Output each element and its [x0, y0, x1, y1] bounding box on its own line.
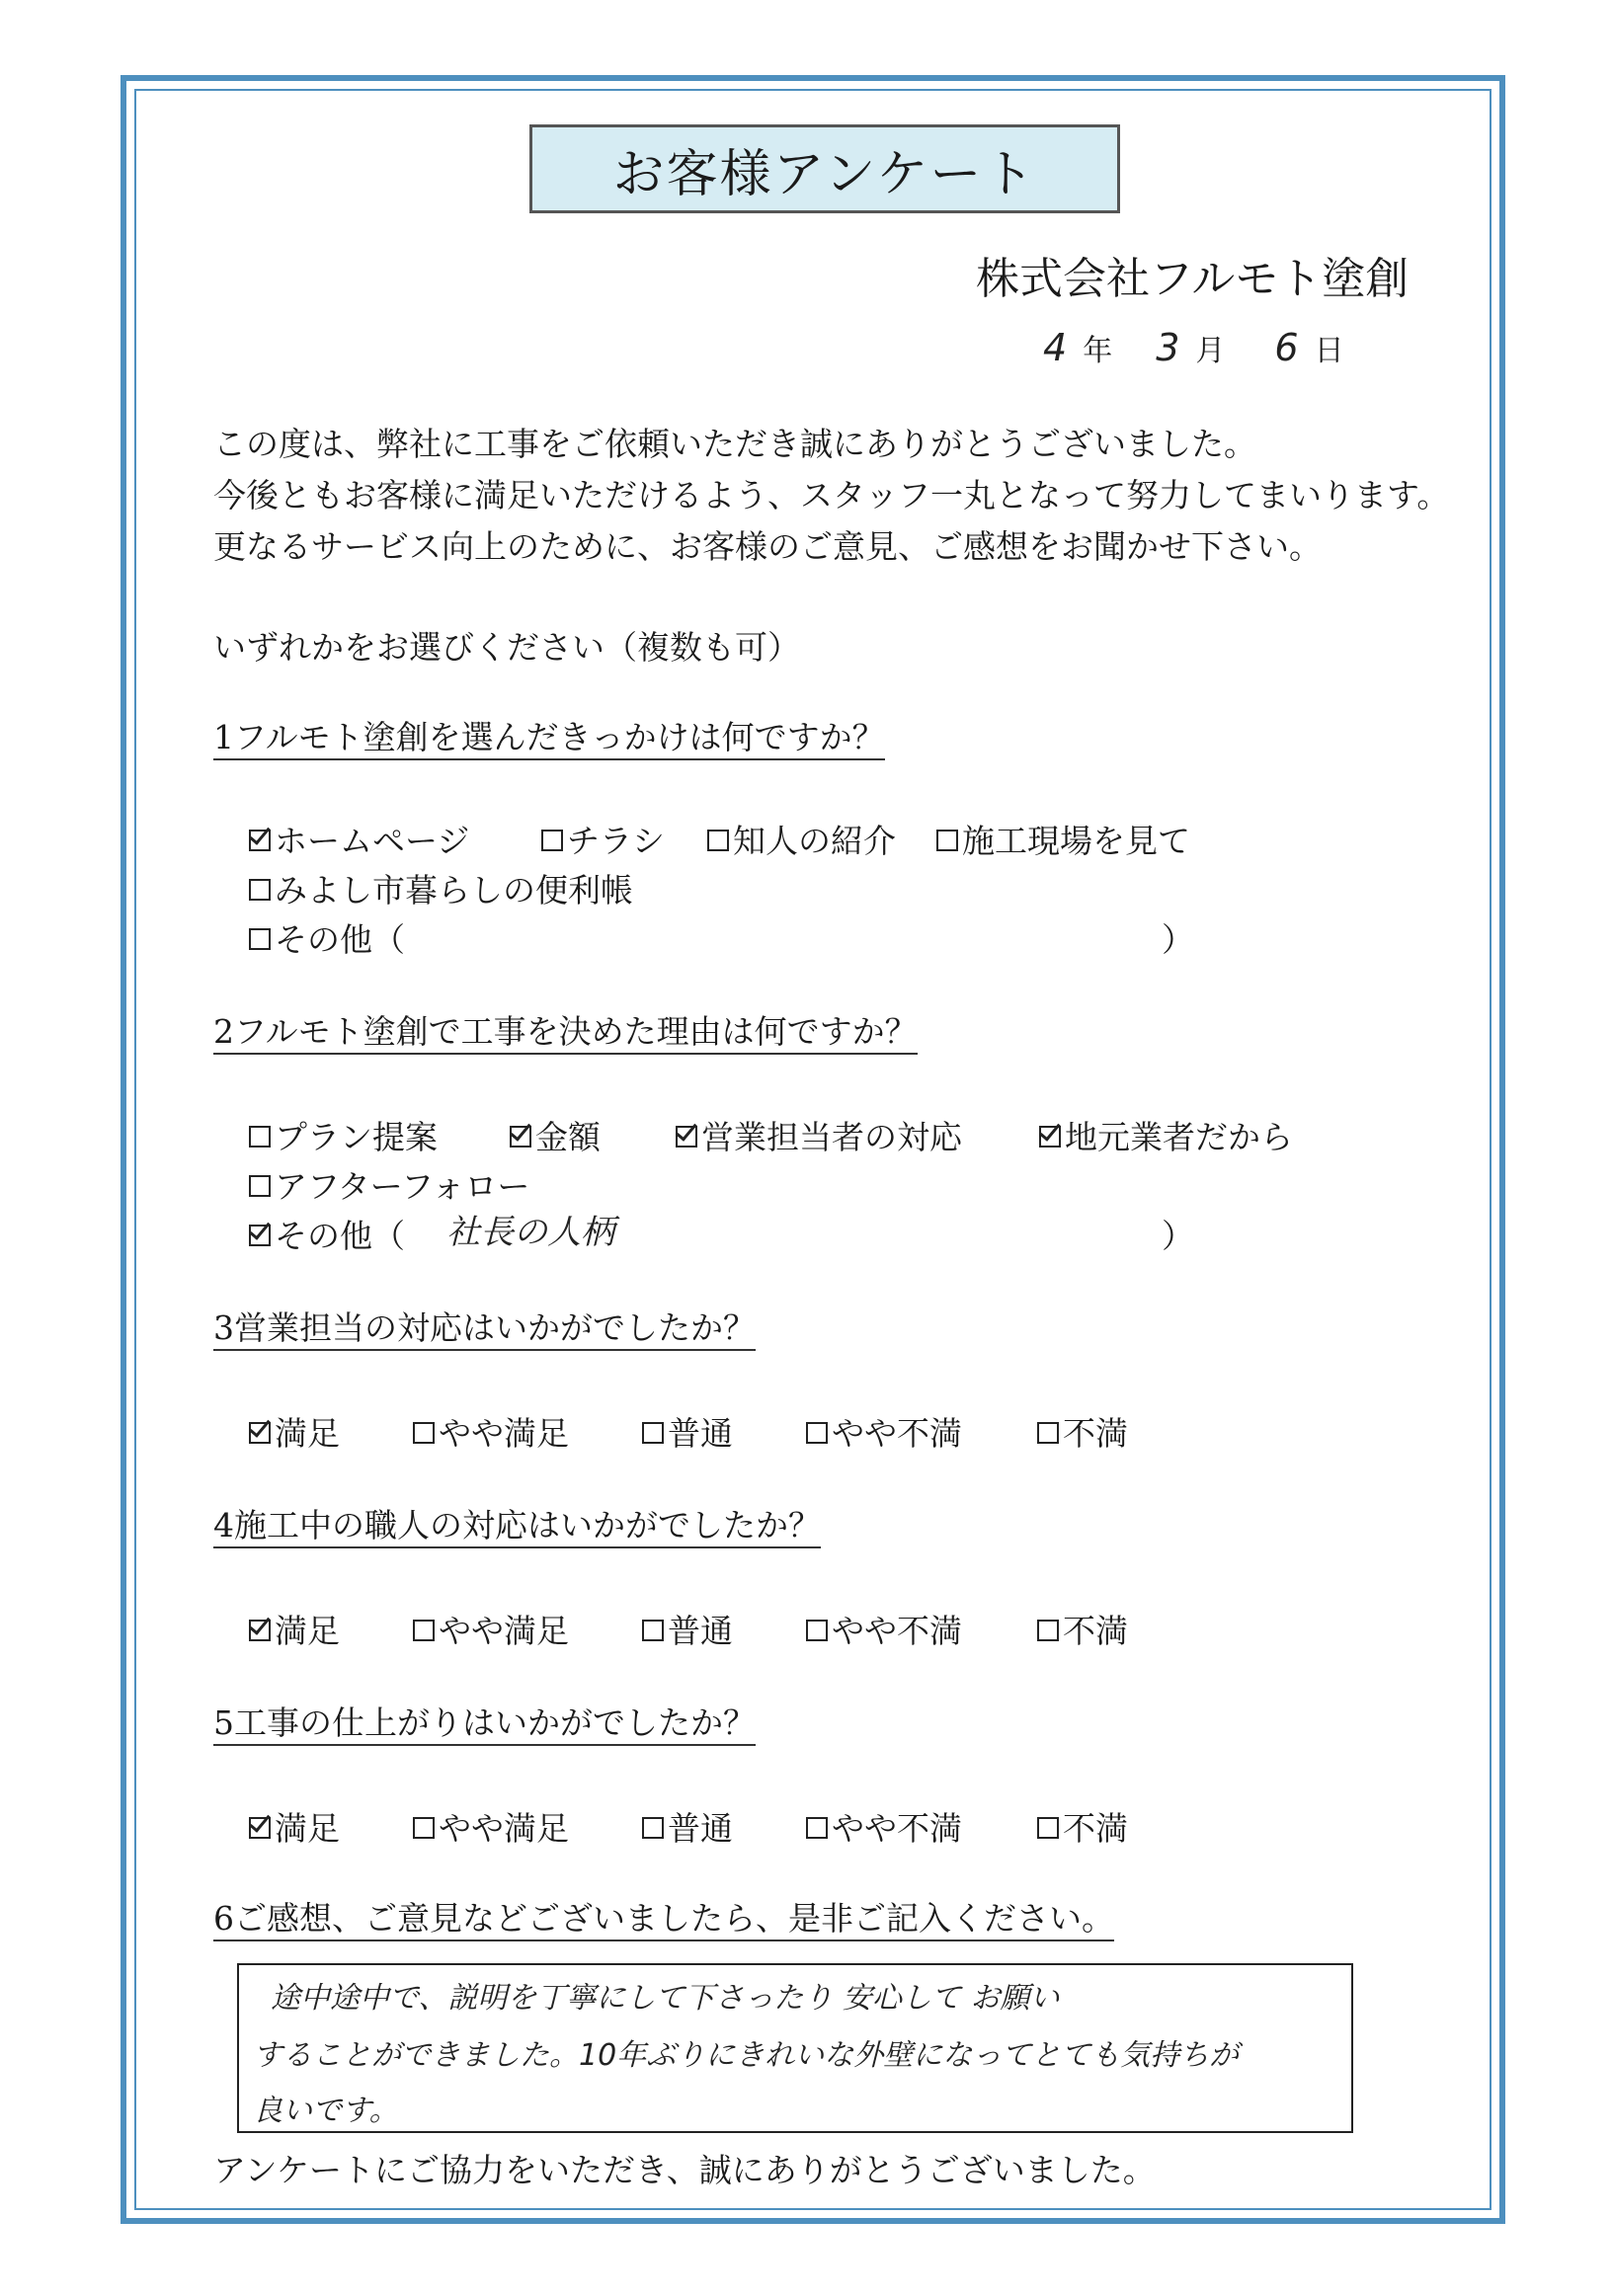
q4-option-satisfied[interactable]: 満足	[249, 1606, 340, 1652]
question-2: 2フルモト塗創で工事を決めた理由は何ですか？	[213, 1013, 918, 1055]
q1-option-site-visit[interactable]: 施工現場を見て	[936, 816, 1190, 862]
checkbox-checked-icon[interactable]	[249, 1817, 271, 1839]
company-name: 株式会社フルモト塗創	[976, 254, 1410, 304]
checkbox-checked-icon[interactable]	[1039, 1126, 1061, 1148]
survey-date	[1043, 326, 1344, 369]
checkbox-icon[interactable]	[249, 928, 271, 950]
checkbox-icon[interactable]	[642, 1422, 664, 1444]
q3-option-dissatisfied[interactable]: 不満	[1037, 1408, 1128, 1455]
intro-line-2: 今後ともお客様に満足いただけるよう、スタッフ一丸となって努力してまいります。	[213, 476, 1450, 515]
date-day: 6	[1274, 326, 1299, 369]
intro-line-3: 更なるサービス向上のために、お客様のご意見、ご感想をお聞かせ下さい。	[213, 527, 1322, 566]
q1-option-referral[interactable]: 知人の紹介	[707, 816, 896, 862]
q1-option-other[interactable]: その他（	[249, 914, 405, 961]
checkbox-checked-icon[interactable]	[249, 830, 271, 851]
checkbox-icon[interactable]	[1037, 1422, 1059, 1444]
instruction-text: いずれかをお選びください（複数も可）	[213, 628, 800, 667]
checkbox-icon[interactable]	[249, 1175, 271, 1197]
checkbox-icon[interactable]	[806, 1620, 828, 1641]
checkbox-icon[interactable]	[642, 1620, 664, 1641]
q1-option-homepage[interactable]: ホームページ	[249, 816, 469, 862]
q3-option-somewhat-satisfied[interactable]: やや満足	[413, 1408, 569, 1455]
q4-option-somewhat-satisfied[interactable]: やや満足	[413, 1606, 569, 1652]
q3-option-satisfied[interactable]: 満足	[249, 1408, 340, 1455]
checkbox-icon[interactable]	[1037, 1817, 1059, 1839]
q1-option-miyoshi-handbook[interactable]: みよし市暮らしの便利帳	[249, 865, 633, 911]
q3-option-neutral[interactable]: 普通	[642, 1408, 733, 1455]
question-6: 6ご感想、ご意見などございましたら、是非ご記入ください。	[213, 1900, 1114, 1941]
question-4: 4施工中の職人の対応はいかがでしたか？	[213, 1507, 821, 1548]
q4-option-neutral[interactable]: 普通	[642, 1606, 733, 1652]
question-3: 3営業担当の対応はいかがでしたか？	[213, 1309, 756, 1351]
comment-box[interactable]	[237, 1963, 1353, 2133]
survey-title: お客様アンケート	[529, 124, 1120, 213]
checkbox-icon[interactable]	[1037, 1620, 1059, 1641]
q2-option-other[interactable]: その他（	[249, 1211, 405, 1257]
checkbox-icon[interactable]	[806, 1422, 828, 1444]
comment-line-3: 良いです。	[253, 2094, 399, 2128]
q1-other-close-paren: ）	[1162, 920, 1194, 959]
checkbox-icon[interactable]	[413, 1620, 435, 1641]
q5-option-somewhat-satisfied[interactable]: やや満足	[413, 1803, 569, 1850]
date-year-unit: 年	[1083, 334, 1113, 368]
checkbox-icon[interactable]	[806, 1817, 828, 1839]
date-day-unit: 日	[1314, 334, 1344, 368]
checkbox-icon[interactable]	[249, 879, 271, 901]
q2-other-close-paren: ）	[1162, 1217, 1194, 1255]
q2-other-handwritten: 社長の人柄	[446, 1213, 614, 1252]
q2-option-plan-proposal[interactable]: プラン提案	[249, 1112, 438, 1158]
date-month-unit: 月	[1195, 334, 1226, 368]
q5-option-somewhat-dissatisfied[interactable]: やや不満	[806, 1803, 962, 1850]
checkbox-icon[interactable]	[707, 830, 729, 851]
comment-line-2: することができました。10年ぶりにきれいな外壁になってとても気持ちが	[253, 2038, 1240, 2073]
checkbox-icon[interactable]	[541, 830, 563, 851]
q5-option-satisfied[interactable]: 満足	[249, 1803, 340, 1850]
q3-option-somewhat-dissatisfied[interactable]: やや不満	[806, 1408, 962, 1455]
intro-line-1: この度は、弊社に工事をご依頼いただき誠にありがとうございました。	[213, 425, 1256, 463]
q5-option-dissatisfied[interactable]: 不満	[1037, 1803, 1128, 1850]
q2-option-price[interactable]: 金額	[510, 1112, 601, 1158]
closing-message: アンケートにご協力をいただき、誠にありがとうございました。	[213, 2151, 1156, 2189]
comment-line-1: 途中途中で、説明を丁寧にして下さったり 安心して お願い	[271, 1981, 1060, 2016]
q5-option-neutral[interactable]: 普通	[642, 1803, 733, 1850]
q2-option-local-business[interactable]: 地元業者だから	[1039, 1112, 1293, 1158]
checkbox-checked-icon[interactable]	[676, 1126, 697, 1148]
checkbox-icon[interactable]	[642, 1817, 664, 1839]
q2-option-sales-rep[interactable]: 営業担当者の対応	[676, 1112, 962, 1158]
question-5: 5工事の仕上がりはいかがでしたか？	[213, 1704, 756, 1746]
checkbox-checked-icon[interactable]	[510, 1126, 531, 1148]
checkbox-icon[interactable]	[936, 830, 958, 851]
checkbox-icon[interactable]	[249, 1126, 271, 1148]
q2-option-aftercare[interactable]: アフターフォロー	[249, 1161, 529, 1208]
date-year: 4	[1043, 326, 1068, 369]
q1-option-flyer[interactable]: チラシ	[541, 816, 665, 862]
checkbox-icon[interactable]	[413, 1817, 435, 1839]
q4-option-dissatisfied[interactable]: 不満	[1037, 1606, 1128, 1652]
checkbox-checked-icon[interactable]	[249, 1422, 271, 1444]
question-1: 1フルモト塗創を選んだきっかけは何ですか？	[213, 719, 885, 760]
checkbox-icon[interactable]	[413, 1422, 435, 1444]
checkbox-checked-icon[interactable]	[249, 1620, 271, 1641]
q4-option-somewhat-dissatisfied[interactable]: やや不満	[806, 1606, 962, 1652]
date-month: 3	[1156, 326, 1180, 369]
checkbox-checked-icon[interactable]	[249, 1225, 271, 1246]
